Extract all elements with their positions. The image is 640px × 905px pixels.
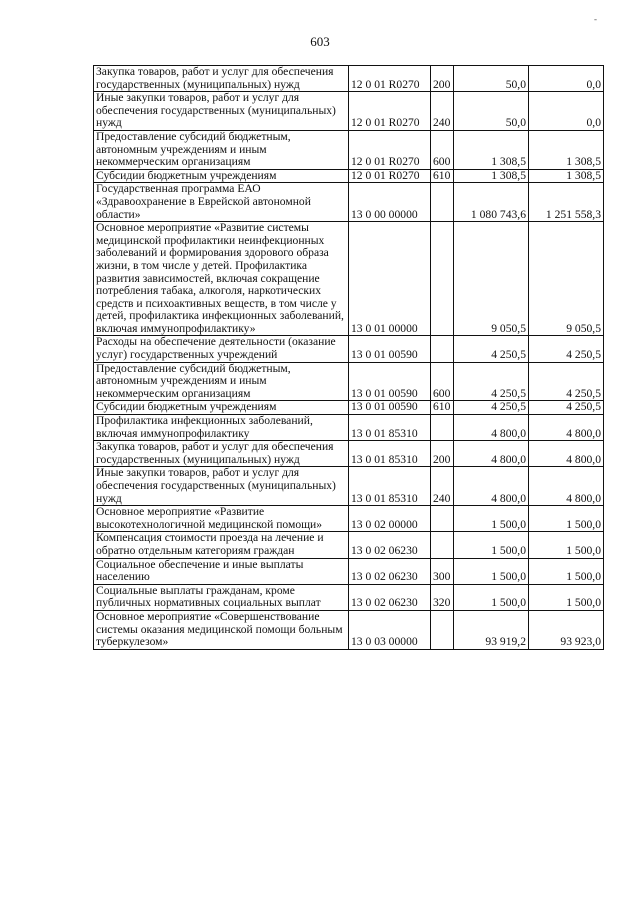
row-value-2: 0,0 — [529, 66, 604, 92]
row-code: 13 0 02 06230 — [349, 558, 431, 584]
table-row — [94, 222, 604, 336]
row-code: 13 0 01 85310 — [349, 415, 431, 441]
row-name: Основное мероприятие «Развитие системы медицинской профилактики неинфекционных заболеваний и формирования здорового образа жизни, в том числе у детей. Профилактика развития зависимостей, включая сокращение потребления табака, алкоголя, наркотических средств и психоактивных веществ, в том числе у детей, профилактика инфекционных заболеваний, включая иммунопрофилактику» — [94, 222, 349, 336]
table-row — [94, 558, 604, 584]
table-row — [94, 532, 604, 558]
row-value-2: 4 250,5 — [529, 401, 604, 415]
row-value-1: 1 308,5 — [454, 169, 529, 183]
row-type: 240 — [431, 92, 454, 131]
row-value-1: 4 250,5 — [454, 362, 529, 401]
row-type: 200 — [431, 441, 454, 467]
row-value-2: 93 923,0 — [529, 610, 604, 649]
row-type: 300 — [431, 558, 454, 584]
row-value-1: 1 080 743,6 — [454, 183, 529, 222]
table-row — [94, 336, 604, 362]
budget-table — [93, 65, 604, 650]
row-code: 13 0 01 00590 — [349, 362, 431, 401]
row-type: 600 — [431, 130, 454, 169]
row-name: Субсидии бюджетным учреждениям — [94, 169, 349, 183]
row-code: 13 0 01 00000 — [349, 222, 431, 336]
row-value-2: 4 800,0 — [529, 441, 604, 467]
row-name: Субсидии бюджетным учреждениям — [94, 401, 349, 415]
row-code: 13 0 01 00590 — [349, 336, 431, 362]
row-type: 320 — [431, 584, 454, 610]
row-code: 12 0 01 R0270 — [349, 66, 431, 92]
row-value-1: 4 800,0 — [454, 467, 529, 506]
row-name: Иные закупки товаров, работ и услуг для обеспечения государственных (муниципальных) нужд — [94, 92, 349, 131]
row-type — [431, 183, 454, 222]
page-number: 603 — [310, 34, 330, 49]
row-code: 13 0 02 06230 — [349, 584, 431, 610]
row-code: 13 0 01 85310 — [349, 467, 431, 506]
row-type: 610 — [431, 169, 454, 183]
row-type — [431, 506, 454, 532]
row-value-1: 1 500,0 — [454, 506, 529, 532]
row-code: 13 0 03 00000 — [349, 610, 431, 649]
row-value-1: 1 500,0 — [454, 558, 529, 584]
row-value-2: 4 250,5 — [529, 336, 604, 362]
row-type: 610 — [431, 401, 454, 415]
row-type — [431, 336, 454, 362]
table-row — [94, 584, 604, 610]
row-name: Компенсация стоимости проезда на лечение и обратно отдельным категориям граждан — [94, 532, 349, 558]
row-value-1: 1 500,0 — [454, 584, 529, 610]
row-code: 13 0 02 00000 — [349, 506, 431, 532]
row-value-2: 4 800,0 — [529, 467, 604, 506]
row-name: Предоставление субсидий бюджетным, автономным учреждениям и иным некоммерческим организациям — [94, 362, 349, 401]
row-code: 13 0 00 00000 — [349, 183, 431, 222]
row-name: Иные закупки товаров, работ и услуг для обеспечения государственных (муниципальных) нужд — [94, 467, 349, 506]
table-row — [94, 401, 604, 415]
row-name: Государственная программа ЕАО «Здравоохранение в Еврейской автономной области» — [94, 183, 349, 222]
row-type — [431, 222, 454, 336]
row-name: Основное мероприятие «Совершенствование системы оказания медицинской помощи больным туберкулезом» — [94, 610, 349, 649]
row-value-2: 1 308,5 — [529, 169, 604, 183]
row-name: Основное мероприятие «Развитие высокотехнологичной медицинской помощи» — [94, 506, 349, 532]
row-value-2: 1 500,0 — [529, 558, 604, 584]
row-type — [431, 415, 454, 441]
row-name: Профилактика инфекционных заболеваний, включая иммунопрофилактику — [94, 415, 349, 441]
row-value-1: 1 500,0 — [454, 532, 529, 558]
row-type: 600 — [431, 362, 454, 401]
row-code: 12 0 01 R0270 — [349, 92, 431, 131]
row-value-1: 4 250,5 — [454, 336, 529, 362]
row-value-2: 4 250,5 — [529, 362, 604, 401]
table-row — [94, 130, 604, 169]
row-value-2: 9 050,5 — [529, 222, 604, 336]
corner-mark: - — [594, 14, 597, 24]
table-row — [94, 610, 604, 649]
row-value-2: 1 308,5 — [529, 130, 604, 169]
table-row — [94, 415, 604, 441]
row-name: Предоставление субсидий бюджетным, автономным учреждениям и иным некоммерческим организациям — [94, 130, 349, 169]
table-row — [94, 506, 604, 532]
row-value-1: 1 308,5 — [454, 130, 529, 169]
row-code: 12 0 01 R0270 — [349, 130, 431, 169]
table-row — [94, 183, 604, 222]
row-code: 13 0 01 00590 — [349, 401, 431, 415]
row-value-2: 1 500,0 — [529, 506, 604, 532]
row-code: 13 0 02 06230 — [349, 532, 431, 558]
table-row — [94, 169, 604, 183]
table-row — [94, 92, 604, 131]
row-name: Закупка товаров, работ и услуг для обеспечения государственных (муниципальных) нужд — [94, 66, 349, 92]
table-row — [94, 362, 604, 401]
row-value-2: 1 251 558,3 — [529, 183, 604, 222]
table-row — [94, 441, 604, 467]
row-value-2: 1 500,0 — [529, 584, 604, 610]
row-name: Социальное обеспечение и иные выплаты населению — [94, 558, 349, 584]
row-value-1: 50,0 — [454, 92, 529, 131]
row-value-1: 4 250,5 — [454, 401, 529, 415]
row-type: 240 — [431, 467, 454, 506]
row-type: 200 — [431, 66, 454, 92]
row-value-2: 0,0 — [529, 92, 604, 131]
row-name: Закупка товаров, работ и услуг для обеспечения государственных (муниципальных) нужд — [94, 441, 349, 467]
row-value-1: 93 919,2 — [454, 610, 529, 649]
row-value-2: 4 800,0 — [529, 415, 604, 441]
row-name: Социальные выплаты гражданам, кроме публичных нормативных социальных выплат — [94, 584, 349, 610]
row-code: 12 0 01 R0270 — [349, 169, 431, 183]
row-value-2: 1 500,0 — [529, 532, 604, 558]
row-type — [431, 532, 454, 558]
row-code: 13 0 01 85310 — [349, 441, 431, 467]
row-type — [431, 610, 454, 649]
row-name: Расходы на обеспечение деятельности (оказание услуг) государственных учреждений — [94, 336, 349, 362]
row-value-1: 4 800,0 — [454, 441, 529, 467]
row-value-1: 9 050,5 — [454, 222, 529, 336]
table-row — [94, 467, 604, 506]
row-value-1: 4 800,0 — [454, 415, 529, 441]
row-value-1: 50,0 — [454, 66, 529, 92]
table-row — [94, 66, 604, 92]
